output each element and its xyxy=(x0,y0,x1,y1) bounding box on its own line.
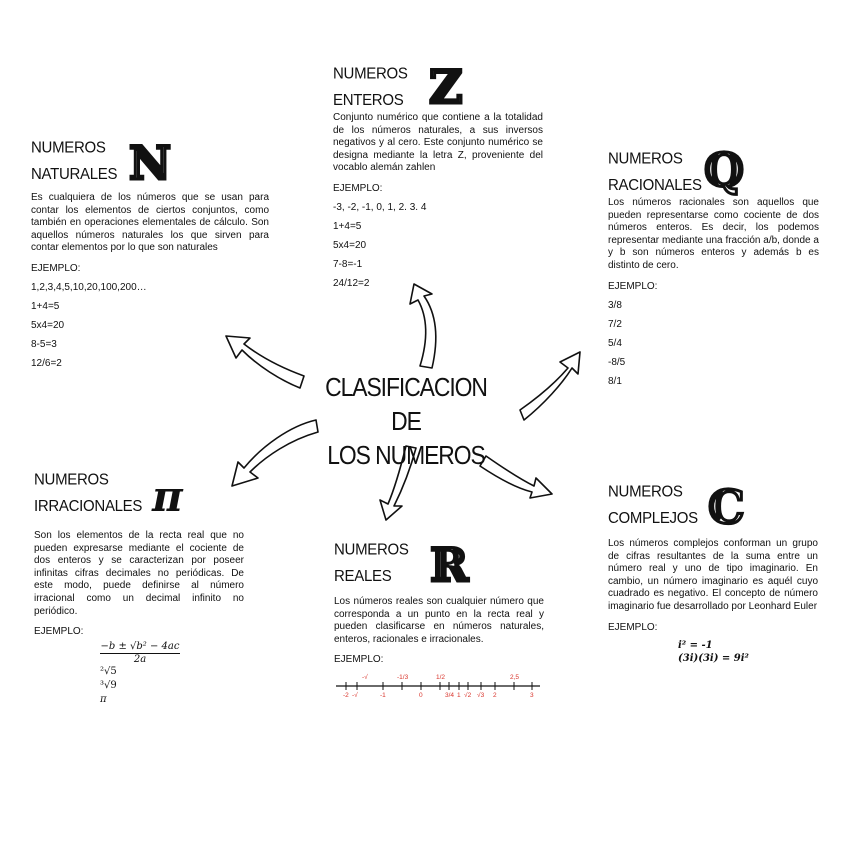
irracionales-example-label: EJEMPLO: xyxy=(34,626,84,638)
enteros-example: 5x4=20 xyxy=(333,239,367,251)
formula-denominator: 2a xyxy=(133,654,147,666)
enteros-example: 1+4=5 xyxy=(333,220,362,232)
complejos-example: (3i)(3i) = 9i² xyxy=(678,652,749,664)
naturales-example: 1+4=5 xyxy=(31,300,60,312)
number-line-label: 3/4 xyxy=(445,692,455,699)
complejos-symbol-icon: ℂ xyxy=(708,480,745,534)
naturales-example-label: EJEMPLO: xyxy=(31,262,81,274)
arrow-to-irracionales xyxy=(232,420,318,486)
racionales-title-line1: NUMEROS xyxy=(608,149,683,168)
irracionales-title-line2: IRRACIONALES xyxy=(34,497,143,516)
naturales-title-line2: NATURALES xyxy=(31,165,118,184)
arrow-to-racionales xyxy=(520,352,580,420)
naturales-description: Es cualquiera de los números que se usan para contar los elementos de ciertos conjuntos, como también en operaciones elementales de cálculo. Son aquellos números naturales los que sirven para contar elementos por lo que son naturales xyxy=(31,192,269,254)
racionales-example: -8/5 xyxy=(608,356,626,368)
irracionales-examples xyxy=(100,665,244,707)
complejos-description: Los números complejos conforman un grupo de cifras resultantes de la suma entre un número real y uno de tipo imaginario. En cambio, un número imaginario es aquél cuyo cuadrado es negativo. El concepto de número imaginario fue desarrollado por Leonhard Euler xyxy=(608,538,818,612)
number-line-label: -1 xyxy=(380,692,386,699)
pi-symbol-icon: π xyxy=(152,472,183,521)
naturales-example: 12/6=2 xyxy=(31,357,62,369)
arrow-to-enteros xyxy=(410,284,436,368)
number-line-label-top: 2,5 xyxy=(510,674,520,681)
enteros-examples xyxy=(333,198,543,293)
racionales-example: 5/4 xyxy=(608,337,622,349)
naturales-example: 8-5=3 xyxy=(31,338,57,350)
naturales-example: 5x4=20 xyxy=(31,319,65,331)
racionales-symbol-icon: ℚ xyxy=(704,143,745,197)
irracionales-example: ²√5 xyxy=(100,666,117,678)
reales-symbol-icon: ℝ xyxy=(430,538,469,592)
number-line-label: -√ xyxy=(352,692,358,699)
enteros-example: 24/12=2 xyxy=(333,277,370,289)
irracionales-example: ³√9 xyxy=(100,680,117,692)
number-line-label: √2 xyxy=(464,692,472,699)
reales-section xyxy=(334,538,544,665)
center-title-line2: LOS NUMEROS xyxy=(327,440,485,470)
racionales-example: 3/8 xyxy=(608,299,622,311)
enteros-description: Conjunto numérico que contiene a la totalidad de los números naturales, a sus inversos negativos y al cero. Este conjunto numérico se designa mediante la letra Z, proveniente del vocablo alemán zahlen xyxy=(333,112,543,174)
complejos-example: i² = -1 xyxy=(678,639,713,651)
racionales-description: Los números racionales son aquellos que pueden representarse como cociente de dos números enteros. Es decir, los podemos representar mediante una fracción a/b, donde a y b son números enteros y además b es distinto de cero. xyxy=(608,197,819,271)
irracionales-description: Son los elementos de la recta real que no pueden expresarse mediante el cociente de dos enteros y se caracterizan por poseer infinitas cifras decimales no periódicas. De este modo, puede definirse al número irracional como un decimal infinito no periódico. xyxy=(34,530,244,617)
quadratic-formula xyxy=(100,641,180,665)
racionales-section xyxy=(608,143,819,391)
racionales-examples xyxy=(608,296,819,391)
racionales-example: 7/2 xyxy=(608,318,622,330)
racionales-title-line2: RACIONALES xyxy=(608,176,702,195)
enteros-section xyxy=(333,62,543,293)
naturales-symbol-icon: ℕ xyxy=(129,136,172,190)
irracionales-section xyxy=(34,468,244,707)
naturales-examples xyxy=(31,278,269,373)
complejos-section xyxy=(608,480,818,665)
formula-numerator: −b ± √b² − 4ac xyxy=(100,641,180,653)
number-line-label: 2 xyxy=(493,692,497,699)
complejos-example-label: EJEMPLO: xyxy=(608,621,658,633)
number-line-label: 1 xyxy=(457,692,461,699)
enteros-example-label: EJEMPLO: xyxy=(333,182,383,194)
number-line-label: -2 xyxy=(343,692,349,699)
irracionales-title xyxy=(34,467,244,520)
reales-example-label: EJEMPLO: xyxy=(334,654,384,666)
irracionales-example: π xyxy=(100,694,107,706)
reales-title-line2: REALES xyxy=(334,567,392,586)
number-line-label-top: -√ xyxy=(362,674,368,681)
number-line-label-top: -1/3 xyxy=(397,674,409,681)
center-title xyxy=(313,370,500,472)
naturales-example: 1,2,3,4,5,10,20,100,200… xyxy=(31,281,147,293)
complejos-examples xyxy=(678,639,818,665)
complejos-title-line2: COMPLEJOS xyxy=(608,509,698,528)
enteros-example: 7-8=-1 xyxy=(333,258,363,270)
enteros-title-line1: NUMEROS xyxy=(333,64,408,83)
racionales-example-label: EJEMPLO: xyxy=(608,280,658,292)
naturales-section xyxy=(31,136,269,373)
racionales-example: 8/1 xyxy=(608,375,622,387)
enteros-symbol-icon: ℤ xyxy=(429,60,463,114)
complejos-title-line1: NUMEROS xyxy=(608,482,683,501)
number-line-label: 0 xyxy=(419,692,423,699)
center-title-line1: CLASIFICACION DE xyxy=(325,372,487,436)
enteros-title-line2: ENTEROS xyxy=(333,91,404,110)
number-line-label: 3 xyxy=(530,692,534,699)
reales-description: Los números reales son cualquier número que corresponda a un punto en la recta real y pueden clasificarse en números naturales, enteros, racionales e irracionales. xyxy=(334,596,544,645)
irracionales-title-line1: NUMEROS xyxy=(34,470,109,489)
number-line-label: √3 xyxy=(477,692,485,699)
reales-title-line1: NUMEROS xyxy=(334,540,409,559)
naturales-title-line1: NUMEROS xyxy=(31,138,106,157)
enteros-example: -3, -2, -1, 0, 1, 2. 3. 4 xyxy=(333,201,427,213)
number-line-label-top: 1/2 xyxy=(436,674,446,681)
